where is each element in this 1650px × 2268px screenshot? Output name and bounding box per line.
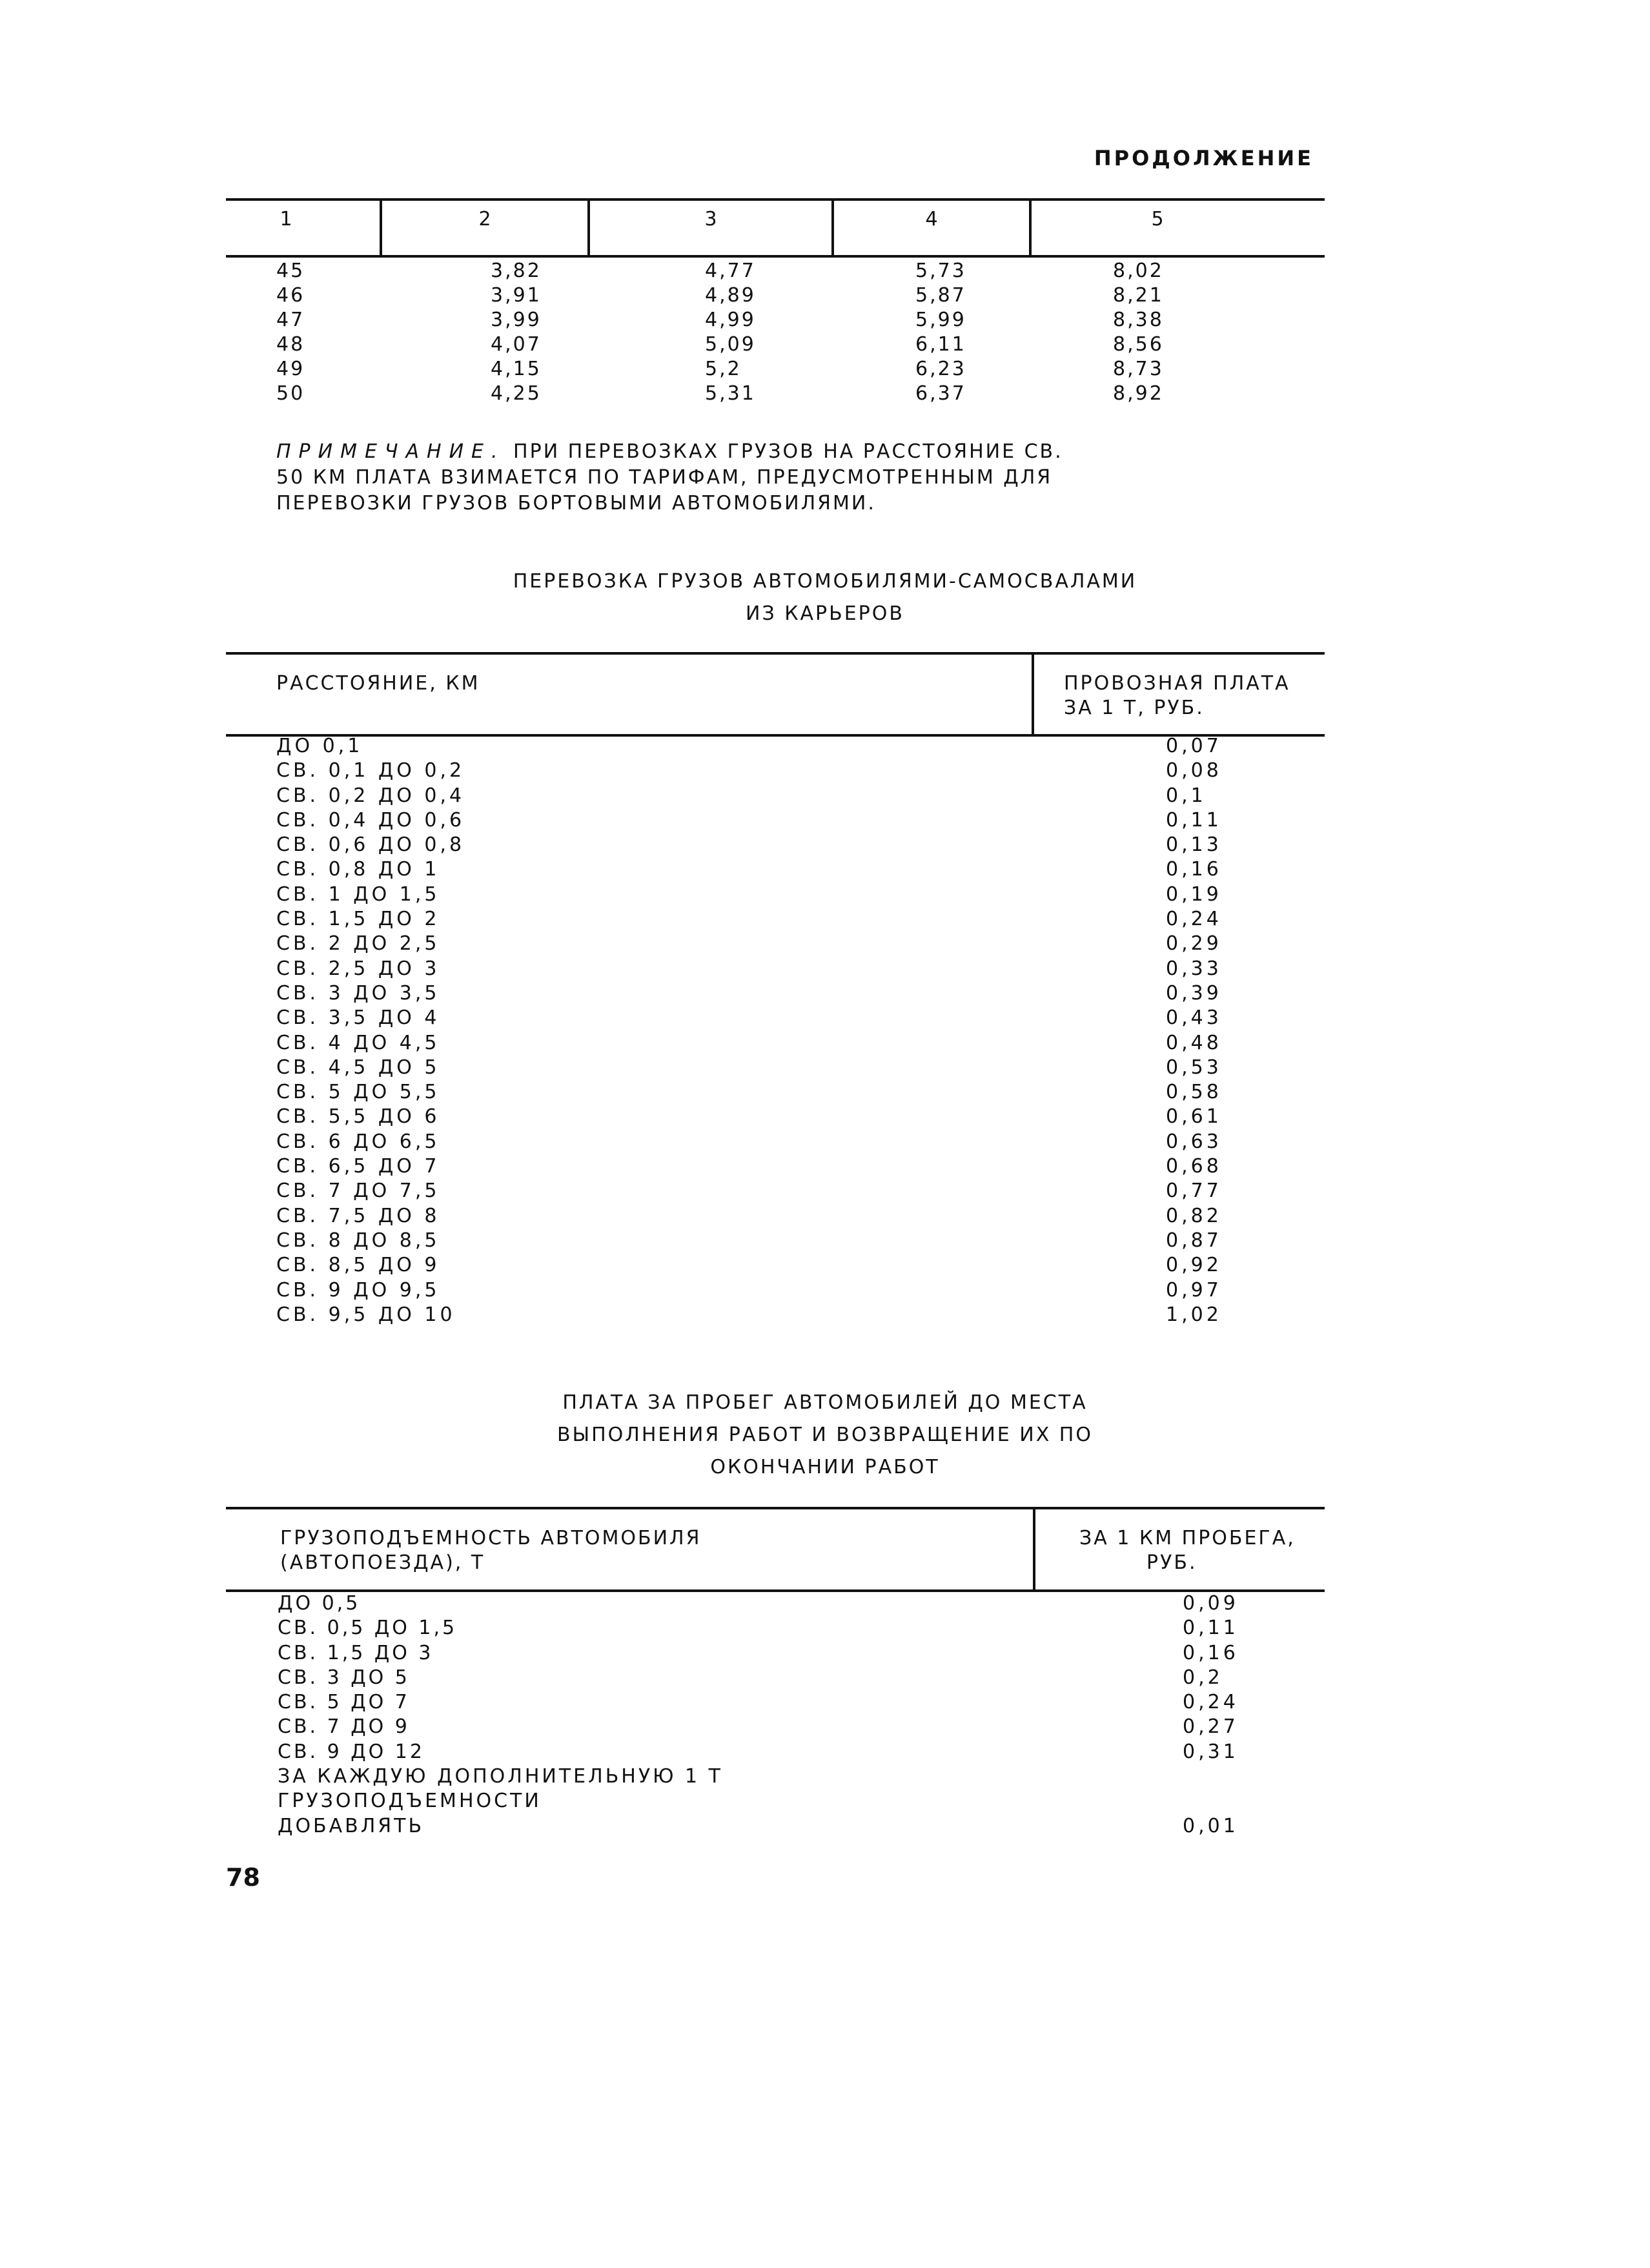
rate-cell: 0,87 — [1166, 1229, 1222, 1252]
table-cell: 3,91 — [491, 284, 542, 307]
rate-cell: 0,53 — [1166, 1056, 1222, 1079]
table-cell: 5,2 — [705, 358, 742, 380]
rate-cell: 0,09 — [1183, 1592, 1239, 1615]
rate-cell: 1,02 — [1166, 1303, 1222, 1326]
section-title: ПЕРЕВОЗКА ГРУЗОВ АВТОМОБИЛЯМИ-САМОСВАЛАМИ — [513, 570, 1137, 593]
column-header: 1 — [280, 208, 292, 230]
distance-cell: ДО 0,1 — [276, 735, 363, 757]
capacity-cell: СВ. 5 ДО 7 — [278, 1691, 410, 1714]
section-title: ВЫПОЛНЕНИЯ РАБОТ И ВОЗВРАЩЕНИЕ ИХ ПО — [557, 1424, 1093, 1446]
rate-cell: 0,11 — [1166, 808, 1222, 832]
column-header: ПРОВОЗНАЯ ПЛАТА — [1064, 672, 1290, 695]
capacity-cell: ДОБАВЛЯТЬ — [278, 1814, 425, 1837]
table-cell: 47 — [276, 309, 305, 331]
table-cell: 4,15 — [491, 358, 542, 380]
rate-cell: 0,58 — [1166, 1081, 1222, 1104]
distance-cell: СВ. 2 ДО 2,5 — [276, 932, 440, 955]
table-row — [276, 932, 1245, 957]
distance-cell: СВ. 2,5 ДО 3 — [276, 957, 440, 980]
rate-cell: 0,01 — [1183, 1814, 1239, 1837]
table-row — [276, 1180, 1245, 1204]
table-cell: 5,99 — [915, 309, 966, 331]
table-cell: 4,99 — [705, 309, 756, 331]
table-cell: 8,73 — [1113, 358, 1164, 380]
table-row — [276, 1279, 1245, 1303]
distance-cell: СВ. 8,5 ДО 9 — [276, 1254, 440, 1277]
table-header-rule — [226, 255, 1325, 258]
table-row — [276, 858, 1245, 883]
rate-cell: 0,43 — [1166, 1006, 1222, 1030]
table-row — [278, 1691, 1310, 1715]
table-body — [276, 735, 1245, 1328]
table-row — [276, 1130, 1245, 1155]
table-cell: 5,09 — [705, 333, 756, 356]
rate-cell: 0,13 — [1166, 833, 1222, 857]
distance-cell: СВ. 0,1 ДО 0,2 — [276, 759, 465, 782]
distance-cell: СВ. 9,5 ДО 10 — [276, 1303, 456, 1326]
table-top-rule — [226, 1507, 1325, 1509]
table-top-rule — [226, 652, 1325, 655]
table-row — [276, 809, 1245, 833]
table-cell: 5,73 — [915, 260, 966, 282]
table-cell: 8,21 — [1113, 284, 1164, 307]
table-row — [276, 735, 1245, 759]
capacity-cell: ДО 0,5 — [278, 1592, 361, 1615]
rate-cell: 0,29 — [1166, 932, 1222, 955]
table-cell: 50 — [276, 382, 305, 405]
table-row — [276, 908, 1245, 932]
table-row — [276, 1105, 1245, 1130]
table-row — [278, 1642, 1310, 1666]
rate-cell: 0,1 — [1166, 784, 1207, 807]
table-cell: 6,11 — [915, 333, 966, 356]
rate-cell: 0,48 — [1166, 1031, 1222, 1054]
section-title: ИЗ КАРЬЕРОВ — [746, 602, 904, 625]
capacity-cell: СВ. 1,5 ДО 3 — [278, 1641, 434, 1664]
rate-cell: 0,39 — [1166, 981, 1222, 1005]
distance-cell: СВ. 8 ДО 8,5 — [276, 1229, 440, 1252]
rate-cell: 0,82 — [1166, 1204, 1222, 1227]
distance-cell: СВ. 5,5 ДО 6 — [276, 1105, 440, 1129]
column-divider — [1032, 653, 1034, 735]
table-row — [278, 1765, 1310, 1790]
column-header: ЗА 1 Т, РУБ. — [1064, 697, 1205, 719]
table-top-rule — [226, 198, 1325, 201]
table-cell: 8,38 — [1113, 309, 1164, 331]
table-row — [278, 1666, 1310, 1691]
rate-cell: 0,16 — [1183, 1641, 1239, 1664]
table-row — [276, 883, 1245, 908]
distance-cell: СВ. 7 ДО 7,5 — [276, 1180, 440, 1203]
table-row — [276, 833, 1245, 858]
distance-cell: СВ. 7,5 ДО 8 — [276, 1204, 440, 1227]
column-header: ГРУЗОПОДЪЕМНОСТЬ АВТОМОБИЛЯ — [280, 1527, 702, 1549]
table-cell: 4,07 — [491, 333, 542, 356]
table-row — [278, 1592, 1310, 1617]
table-row — [276, 1229, 1245, 1254]
table-row — [276, 957, 1245, 982]
table-row — [276, 784, 1245, 809]
table-row — [278, 1815, 1310, 1839]
rate-cell: 0,07 — [1166, 735, 1222, 757]
continuation-label: ПРОДОЛЖЕНИЕ — [1094, 146, 1314, 170]
note-line: ПЕРЕВОЗКИ ГРУЗОВ БОРТОВЫМИ АВТОМОБИЛЯМИ. — [276, 492, 876, 515]
distance-cell: СВ. 0,2 ДО 0,4 — [276, 784, 465, 807]
table-row — [276, 1006, 1245, 1031]
rate-cell: 0,24 — [1166, 908, 1222, 931]
rate-cell: 0,68 — [1166, 1155, 1222, 1178]
note-line: ПРИ ПЕРЕВОЗКАХ ГРУЗОВ НА РАССТОЯНИЕ СВ. — [505, 440, 1063, 463]
table-cell: 5,87 — [915, 284, 966, 307]
column-header: 3 — [704, 208, 717, 230]
rate-cell: 0,31 — [1183, 1740, 1239, 1763]
rate-cell: 0,92 — [1166, 1254, 1222, 1277]
column-header: 2 — [478, 208, 491, 230]
rate-cell: 0,08 — [1166, 759, 1222, 782]
table-cell: 6,37 — [915, 382, 966, 405]
table-row — [278, 1715, 1310, 1740]
table-cell: 5,31 — [705, 382, 756, 405]
rate-cell: 0,24 — [1183, 1691, 1239, 1714]
distance-cell: СВ. 9 ДО 9,5 — [276, 1278, 440, 1302]
rate-cell: 0,63 — [1166, 1130, 1222, 1153]
distance-cell: СВ. 1,5 ДО 2 — [276, 908, 440, 931]
table-row — [276, 1056, 1245, 1081]
table-row — [276, 982, 1245, 1006]
capacity-cell: СВ. 3 ДО 5 — [278, 1666, 410, 1689]
distance-cell: СВ. 1 ДО 1,5 — [276, 883, 440, 906]
table-cell: 8,56 — [1113, 333, 1164, 356]
column-header: ЗА 1 КМ ПРОБЕГА, — [1079, 1527, 1296, 1549]
table-cell: 4,25 — [491, 382, 542, 405]
rate-cell: 0,19 — [1166, 883, 1222, 906]
section-title: ОКОНЧАНИИ РАБОТ — [710, 1456, 940, 1478]
table-cell: 48 — [276, 333, 305, 356]
table-cell: 6,23 — [915, 358, 966, 380]
note-paragraph — [276, 439, 1063, 516]
distance-cell: СВ. 6,5 ДО 7 — [276, 1155, 440, 1178]
table-row — [276, 1205, 1245, 1229]
table-cell: 3,82 — [491, 260, 542, 282]
table-cell: 4,89 — [705, 284, 756, 307]
table-row — [278, 1741, 1310, 1765]
table-cell: 45 — [276, 260, 305, 282]
rate-cell: 0,11 — [1183, 1617, 1239, 1640]
distance-cell: СВ. 0,4 ДО 0,6 — [276, 808, 465, 832]
table-row — [276, 1254, 1245, 1278]
capacity-cell: СВ. 9 ДО 12 — [278, 1740, 425, 1763]
column-header: 4 — [925, 208, 938, 230]
table-row — [276, 1155, 1245, 1180]
rate-cell: 0,33 — [1166, 957, 1222, 980]
distance-cell: СВ. 0,8 ДО 1 — [276, 858, 440, 881]
rate-cell: 0,16 — [1166, 858, 1222, 881]
column-header: 5 — [1151, 208, 1164, 230]
note-lead: ПРИМЕЧАНИЕ. — [276, 440, 505, 463]
table-cell: 3,99 — [491, 309, 542, 331]
column-header: (АВТОПОЕЗДА), Т — [280, 1551, 485, 1574]
distance-cell: СВ. 4,5 ДО 5 — [276, 1056, 440, 1079]
distance-cell: СВ. 6 ДО 6,5 — [276, 1130, 440, 1153]
table-cell: 46 — [276, 284, 305, 307]
table-cell: 49 — [276, 358, 305, 380]
capacity-cell: ГРУЗОПОДЪЕМНОСТИ — [278, 1790, 542, 1813]
distance-cell: СВ. 4 ДО 4,5 — [276, 1031, 440, 1054]
section-title: ПЛАТА ЗА ПРОБЕГ АВТОМОБИЛЕЙ ДО МЕСТА — [562, 1391, 1088, 1414]
table-cell: 4,77 — [705, 260, 756, 282]
table-cell: 8,92 — [1113, 382, 1164, 405]
table-row — [276, 1081, 1245, 1105]
column-header: РАССТОЯНИЕ, КМ — [276, 672, 480, 695]
capacity-cell: СВ. 0,5 ДО 1,5 — [278, 1617, 458, 1640]
table-cell: 8,02 — [1113, 260, 1164, 282]
table-row — [276, 1032, 1245, 1056]
capacity-cell: СВ. 7 ДО 9 — [278, 1715, 410, 1739]
table-row — [276, 1303, 1245, 1328]
distance-cell: СВ. 0,6 ДО 0,8 — [276, 833, 465, 857]
table-row — [278, 1790, 1310, 1814]
rate-cell: 0,77 — [1166, 1180, 1222, 1203]
table-row — [276, 759, 1245, 784]
capacity-cell: ЗА КАЖДУЮ ДОПОЛНИТЕЛЬНУЮ 1 Т — [278, 1765, 723, 1788]
distance-cell: СВ. 5 ДО 5,5 — [276, 1081, 440, 1104]
page-number: 78 — [226, 1863, 260, 1892]
column-divider — [1033, 1507, 1035, 1590]
distance-cell: СВ. 3 ДО 3,5 — [276, 981, 440, 1005]
note-line: 50 КМ ПЛАТА ВЗИМАЕТСЯ ПО ТАРИФАМ, ПРЕДУСМОТРЕННЫМ ДЛЯ — [276, 466, 1053, 489]
table-row — [278, 1617, 1310, 1641]
table-body — [278, 1592, 1310, 1839]
rate-cell: 0,27 — [1183, 1715, 1239, 1739]
rate-cell: 0,2 — [1183, 1666, 1223, 1689]
rate-cell: 0,97 — [1166, 1278, 1222, 1302]
rate-cell: 0,61 — [1166, 1105, 1222, 1129]
column-header: РУБ. — [1146, 1551, 1197, 1574]
distance-cell: СВ. 3,5 ДО 4 — [276, 1006, 440, 1030]
